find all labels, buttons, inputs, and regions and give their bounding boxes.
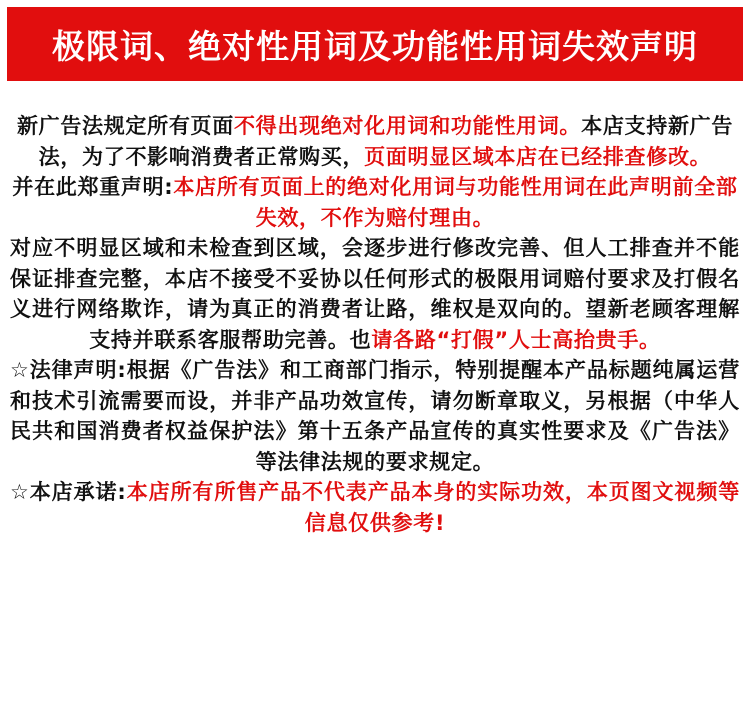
title-banner (7, 7, 743, 81)
notice-paragraph-ad-law (10, 111, 740, 172)
notice-paragraph-declaration (10, 172, 740, 233)
notice-text: 并在此郑重声明: (12, 175, 174, 199)
notice-highlight: 不得出现绝对化用词和功能性用词。 (233, 114, 582, 138)
notice-highlight: 本店所有所售产品不代表产品本身的实际功效，本页图文视频等信息仅供参考! (126, 480, 740, 535)
notice-paragraph-store-promise (10, 477, 740, 538)
notice-highlight: 页面明显区域本店在已经排查修改。 (364, 144, 712, 169)
banner-title: 极限词、绝对性用词及功能性用词失效声明 (52, 26, 698, 66)
notice-paragraph-legal-statement (10, 355, 740, 477)
notice-text: 新广告法规定所有页面 (16, 114, 234, 138)
notice-text: ☆本店承诺: (10, 480, 127, 504)
notice-paragraph-unchecked-areas (10, 233, 740, 355)
notice-text: 对应不明显区域和未检查到区域，会逐步进行修改完善、但人工排查并不能保证排查完整，本店不接受不妥协以任何形式的极限用词赔付要求及打假名义进行网络欺诈，请为真正的消费者让路，维权是双向的。望新老顾客理解支持并联系客服帮助完善。也 (10, 236, 740, 352)
notice-highlight: 请各路“打假”人士高抬贵手。 (371, 327, 661, 352)
notice-body (10, 111, 740, 538)
notice-highlight: 本店所有页面上的绝对化用词与功能性用词在此声明前全部失效，不作为赔付理由。 (173, 175, 738, 230)
notice-text: ☆法律声明:根据《广告法》和工商部门指示，特别提醒本产品标题纯属运营和技术引流需要而设，并非产品功效宣传，请勿断章取义，另根据（中华人民共和国消费者权益保护法》第十五条产品宣传的真实性要求及《广告法》等法律法规的要求规定。 (10, 358, 740, 474)
notice-text: 本店支持新广告法，为了不影响消费者正常购买， (38, 114, 734, 169)
